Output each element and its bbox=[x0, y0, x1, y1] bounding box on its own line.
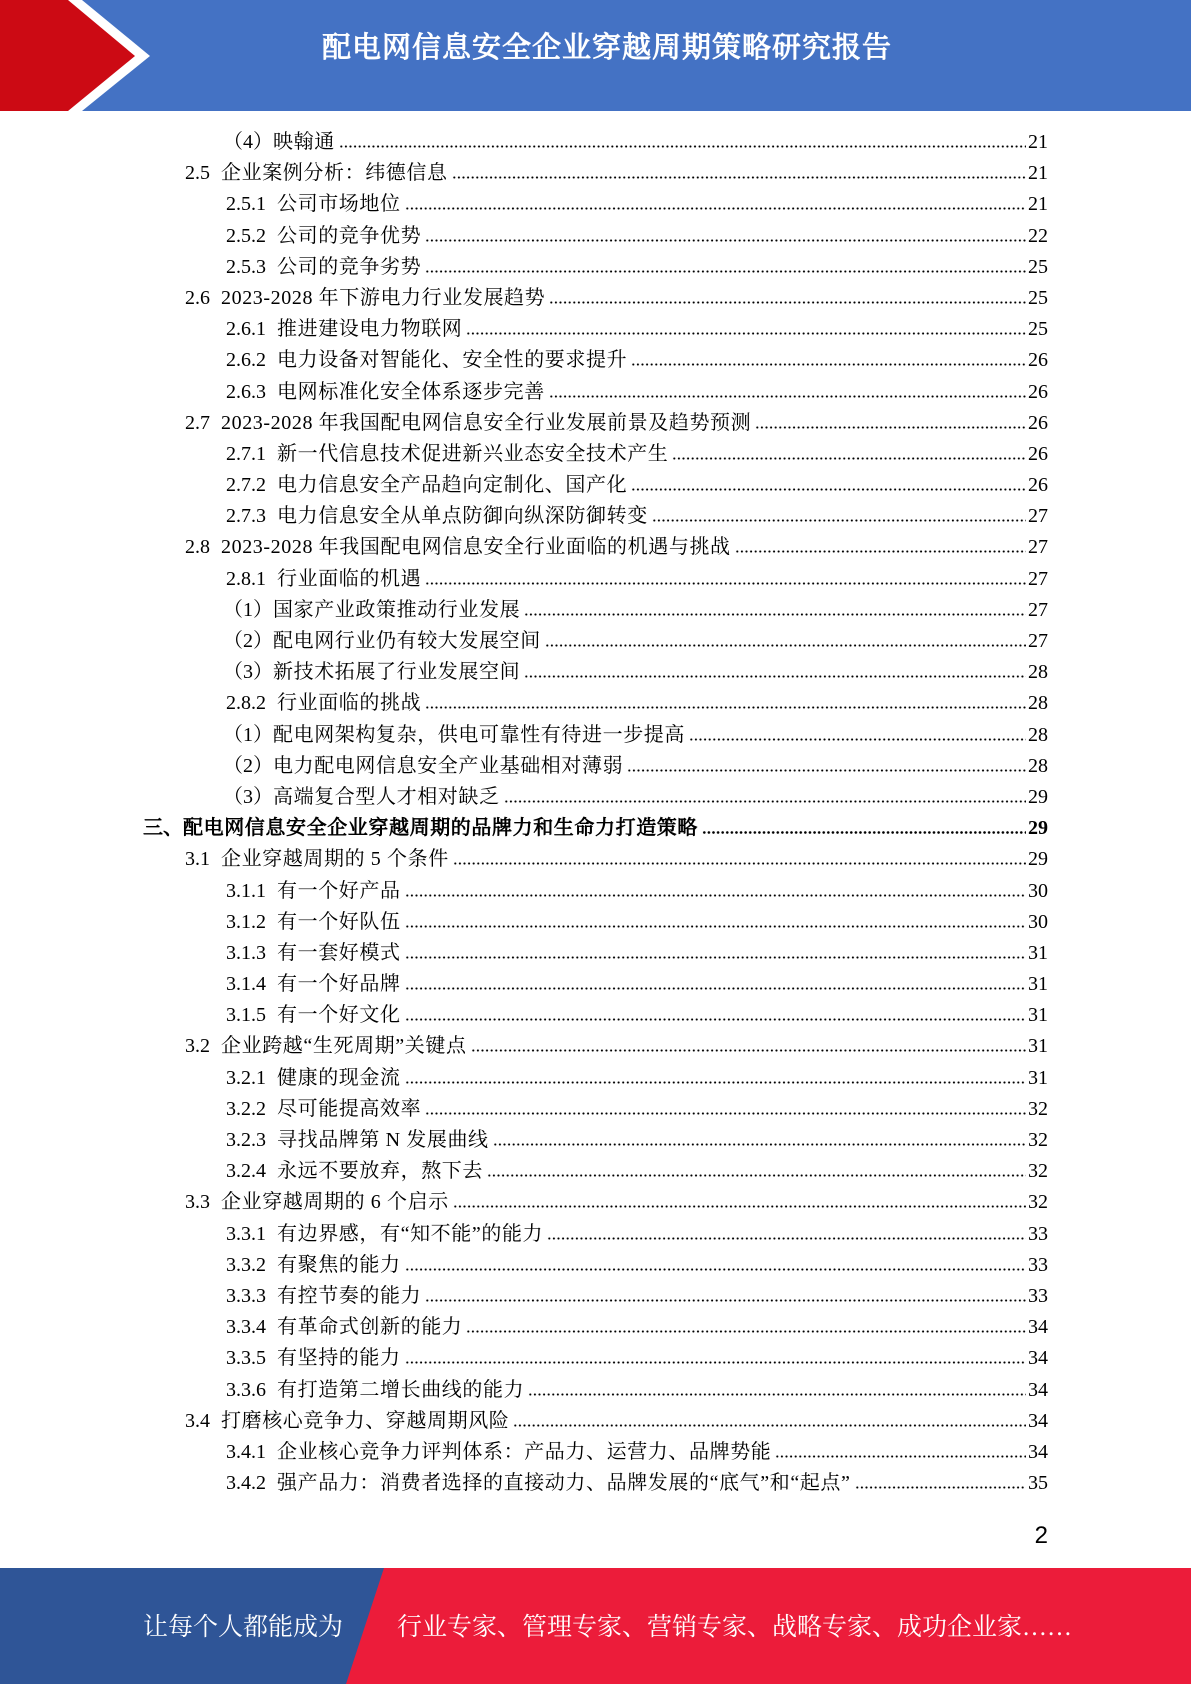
toc-entry-page: 27 bbox=[1028, 567, 1048, 590]
toc-entry-title: 推进建设电力物联网 bbox=[277, 318, 463, 341]
toc-entry-number: 3.1.2 bbox=[226, 910, 266, 933]
toc-entry[interactable] bbox=[143, 1125, 1048, 1156]
toc-entry-number: 3.1 bbox=[185, 848, 210, 871]
dot-leader bbox=[689, 738, 1026, 741]
toc-entry-number: 3.4 bbox=[185, 1409, 210, 1432]
dot-leader bbox=[405, 956, 1026, 959]
toc-entry-page: 27 bbox=[1028, 505, 1048, 528]
toc-entry[interactable] bbox=[143, 688, 1048, 719]
toc-entry[interactable] bbox=[143, 626, 1048, 657]
toc-entry-page: 32 bbox=[1028, 1129, 1048, 1151]
toc-entry-title: 公司的竞争优势 bbox=[277, 224, 422, 247]
toc-entry-title: 电力信息安全产品趋向定制化、国产化 bbox=[277, 474, 628, 497]
toc-entry-title: 行业面临的机遇 bbox=[277, 567, 422, 590]
toc-entry[interactable] bbox=[143, 1375, 1048, 1406]
toc-entry-page: 30 bbox=[1028, 879, 1048, 902]
toc-entry-title: 有坚持的能力 bbox=[277, 1347, 401, 1370]
toc-entry-number: 3.3 bbox=[185, 1191, 210, 1214]
toc-entry-title: 有一套好模式 bbox=[277, 941, 401, 964]
toc-entry[interactable] bbox=[143, 1094, 1048, 1125]
toc-entry-title: 有控节奏的能力 bbox=[277, 1284, 422, 1307]
toc-entry-number: （1） bbox=[223, 723, 273, 746]
toc-entry[interactable] bbox=[143, 532, 1048, 563]
toc-entry-title: 有边界感，有“知不能”的能力 bbox=[277, 1222, 544, 1245]
toc-entry[interactable] bbox=[143, 501, 1048, 532]
toc-entry[interactable] bbox=[143, 1000, 1048, 1031]
toc-entry-page: 32 bbox=[1028, 1160, 1048, 1183]
toc-entry-title: 配电网架构复杂，供电可靠性有待进一步提高 bbox=[273, 723, 685, 746]
toc-entry[interactable] bbox=[143, 221, 1048, 252]
toc-entry-page: 33 bbox=[1028, 1222, 1048, 1245]
toc-entry-number: 3.2 bbox=[185, 1035, 210, 1058]
toc-entry[interactable] bbox=[143, 314, 1048, 345]
toc-entry-page: 27 bbox=[1028, 598, 1048, 621]
toc-entry[interactable] bbox=[143, 1406, 1048, 1437]
toc-entry-number: 3.4.2 bbox=[226, 1472, 266, 1495]
toc-entry-page: 34 bbox=[1028, 1378, 1048, 1401]
dot-leader bbox=[405, 207, 1026, 210]
toc-entry-title: 尽可能提高效率 bbox=[277, 1097, 422, 1120]
toc-entry-page: 34 bbox=[1028, 1440, 1048, 1463]
toc-entry-number: （2） bbox=[223, 754, 273, 777]
footer-banner bbox=[0, 1568, 1191, 1684]
toc-entry[interactable] bbox=[143, 1312, 1048, 1343]
toc-entry[interactable] bbox=[143, 1281, 1048, 1312]
toc-entry-number: 3.2.2 bbox=[226, 1097, 266, 1120]
toc-entry-title: 2023-2028 年我国配电网信息安全行业发展前景及趋势预测 bbox=[221, 411, 752, 434]
toc-entry-number: 3.1.5 bbox=[226, 1004, 266, 1027]
dot-leader bbox=[405, 894, 1026, 897]
document-title: 配电网信息安全企业穿越周期策略研究报告 bbox=[322, 32, 893, 64]
toc-entry-page: 32 bbox=[1028, 1097, 1048, 1120]
toc-entry-page: 26 bbox=[1028, 442, 1048, 465]
toc-entry-number: 2.7 bbox=[185, 411, 210, 434]
dot-leader bbox=[631, 363, 1026, 366]
toc-entry-number: 3.3.6 bbox=[226, 1378, 266, 1401]
toc-entry[interactable] bbox=[143, 720, 1048, 751]
toc-entry[interactable] bbox=[143, 751, 1048, 782]
dot-leader bbox=[452, 176, 1026, 179]
dot-leader bbox=[425, 270, 1026, 273]
toc-entry-number: （3） bbox=[223, 661, 273, 684]
dot-leader bbox=[528, 1393, 1026, 1396]
toc-entry-title: 有一个好品牌 bbox=[277, 973, 401, 996]
toc-entry-page: 21 bbox=[1028, 193, 1048, 216]
toc-entry[interactable] bbox=[143, 1437, 1048, 1468]
toc-entry-title: 配电网信息安全企业穿越周期的品牌力和生命力打造策略 bbox=[183, 817, 698, 840]
toc-entry-title: 2023-2028 年下游电力行业发展趋势 bbox=[221, 286, 546, 309]
toc-entry-number: 2.5.1 bbox=[226, 193, 266, 216]
dot-leader bbox=[631, 488, 1026, 491]
toc-entry[interactable] bbox=[143, 1343, 1048, 1374]
toc-entry-title: 健康的现金流 bbox=[277, 1066, 401, 1089]
toc-entry[interactable] bbox=[143, 938, 1048, 969]
toc-entry-title: 寻找品牌第 N 发展曲线 bbox=[277, 1129, 489, 1151]
dot-leader bbox=[425, 1112, 1026, 1115]
toc-entry-page: 25 bbox=[1028, 286, 1048, 309]
toc-entry-page: 35 bbox=[1028, 1472, 1048, 1495]
toc-entry[interactable] bbox=[143, 408, 1048, 439]
footer-slogan-right: 行业专家、管理专家、营销专家、战略专家、成功企业家…… bbox=[397, 1614, 1073, 1641]
toc-entry-page: 28 bbox=[1028, 692, 1048, 715]
toc-entry[interactable] bbox=[143, 969, 1048, 1000]
toc-entry-page: 28 bbox=[1028, 723, 1048, 746]
toc-entry-page: 31 bbox=[1028, 1004, 1048, 1027]
toc-entry-title: 企业穿越周期的 6 个启示 bbox=[221, 1191, 449, 1214]
toc-entry-title: 打磨核心竞争力、穿越周期风险 bbox=[221, 1409, 510, 1432]
toc-entry-page: 21 bbox=[1028, 131, 1048, 153]
toc-entry-title: 公司的竞争劣势 bbox=[277, 255, 422, 278]
toc-entry-title: 公司市场地位 bbox=[277, 193, 401, 216]
toc-entry-page: 34 bbox=[1028, 1316, 1048, 1339]
footer-slogan-left: 让每个人都能成为 bbox=[143, 1614, 344, 1641]
dot-leader bbox=[652, 519, 1026, 522]
header-banner bbox=[0, 0, 1191, 111]
toc-entry-number: 2.7.3 bbox=[226, 505, 266, 528]
toc-entry[interactable] bbox=[143, 876, 1048, 907]
toc-entry-title: 新技术拓展了行业发展空间 bbox=[273, 661, 521, 684]
dot-leader bbox=[425, 239, 1026, 242]
dot-leader bbox=[504, 800, 1026, 803]
toc-entry-title: 有一个好产品 bbox=[277, 879, 401, 902]
toc-entry-title: 企业核心竞争力评判体系：产品力、运营力、品牌势能 bbox=[277, 1440, 772, 1463]
dot-leader bbox=[487, 1174, 1026, 1177]
toc-entry-title: 映翰通 bbox=[273, 131, 335, 153]
toc-entry-page: 33 bbox=[1028, 1284, 1048, 1307]
toc-entry-title: 企业穿越周期的 5 个条件 bbox=[221, 848, 449, 871]
toc-entry-number: 2.7.2 bbox=[226, 474, 266, 497]
toc-entry-number: （2） bbox=[223, 630, 273, 652]
toc-entry[interactable] bbox=[143, 252, 1048, 283]
toc-entry[interactable] bbox=[143, 1187, 1048, 1218]
dot-leader bbox=[405, 1018, 1026, 1021]
toc-entry-page: 29 bbox=[1028, 817, 1048, 840]
toc-entry[interactable] bbox=[143, 470, 1048, 501]
dot-leader bbox=[405, 987, 1026, 990]
dot-leader bbox=[549, 395, 1026, 398]
toc-entry-number: 2.6.2 bbox=[226, 349, 266, 372]
toc-entry[interactable] bbox=[143, 345, 1048, 376]
toc-entry-number: 3.2.1 bbox=[226, 1066, 266, 1089]
toc-entry-number: 2.6.3 bbox=[226, 380, 266, 403]
toc-entry-number: 2.7.1 bbox=[226, 442, 266, 465]
toc-entry-number: 三、 bbox=[143, 817, 183, 840]
dot-leader bbox=[425, 1299, 1026, 1302]
toc-entry-page: 29 bbox=[1028, 785, 1048, 808]
toc-entry-page: 26 bbox=[1028, 411, 1048, 434]
toc-entry-title: 新一代信息技术促进新兴业态安全技术产生 bbox=[277, 442, 669, 465]
toc-entry-title: 电力配电网信息安全产业基础相对薄弱 bbox=[273, 754, 624, 777]
toc-entry[interactable] bbox=[143, 813, 1048, 844]
toc-entry-page: 27 bbox=[1028, 630, 1048, 652]
toc-entry[interactable] bbox=[143, 1031, 1048, 1062]
toc-entry[interactable] bbox=[143, 782, 1048, 813]
toc-entry-page: 27 bbox=[1028, 536, 1048, 559]
toc-entry[interactable] bbox=[143, 1219, 1048, 1250]
toc-entry-number: 3.3.5 bbox=[226, 1347, 266, 1370]
toc-entry-title: 企业案例分析：纬德信息 bbox=[221, 162, 448, 185]
dot-leader bbox=[755, 426, 1026, 429]
toc-entry[interactable] bbox=[143, 127, 1048, 158]
toc-entry-title: 配电网行业仍有较大发展空间 bbox=[273, 630, 541, 652]
toc-entry-number: （4） bbox=[223, 131, 273, 153]
toc-entry-number: 2.6.1 bbox=[226, 318, 266, 341]
toc-entry[interactable] bbox=[143, 189, 1048, 220]
toc-entry-number: 3.1.3 bbox=[226, 941, 266, 964]
dot-leader bbox=[405, 1361, 1026, 1364]
toc-entry-number: 3.1.4 bbox=[226, 973, 266, 996]
toc-entry-title: 电网标准化安全体系逐步完善 bbox=[277, 380, 545, 403]
toc-entry[interactable] bbox=[143, 1250, 1048, 1281]
dot-leader bbox=[466, 1330, 1026, 1333]
toc-entry-title: 有打造第二增长曲线的能力 bbox=[277, 1378, 525, 1401]
toc-entry-number: （1） bbox=[223, 598, 273, 621]
dot-leader bbox=[493, 1143, 1026, 1146]
dot-leader bbox=[339, 145, 1026, 148]
toc-entry[interactable] bbox=[143, 439, 1048, 470]
toc-entry-page: 31 bbox=[1028, 1066, 1048, 1089]
toc-entry-number: 2.5.2 bbox=[226, 224, 266, 247]
dot-leader bbox=[453, 1205, 1026, 1208]
toc-entry-page: 28 bbox=[1028, 661, 1048, 684]
toc-entry[interactable] bbox=[143, 1156, 1048, 1187]
toc-entry-title: 电力信息安全从单点防御向纵深防御转变 bbox=[277, 505, 648, 528]
dot-leader bbox=[425, 582, 1026, 585]
toc-entry[interactable] bbox=[143, 564, 1048, 595]
toc-entry-number: 2.5 bbox=[185, 162, 210, 185]
toc-entry-page: 31 bbox=[1028, 1035, 1048, 1058]
dot-leader bbox=[672, 457, 1026, 460]
toc-entry-page: 33 bbox=[1028, 1253, 1048, 1276]
toc-entry-number: 2.8 bbox=[185, 536, 210, 559]
toc-entry[interactable] bbox=[143, 1063, 1048, 1094]
header-chevron-shape bbox=[0, 0, 160, 111]
toc-entry-page: 28 bbox=[1028, 754, 1048, 777]
toc-entry-title: 国家产业政策推动行业发展 bbox=[273, 598, 521, 621]
toc-entry-page: 31 bbox=[1028, 941, 1048, 964]
toc-entry[interactable] bbox=[143, 1468, 1048, 1499]
toc-entry-number: 2.8.1 bbox=[226, 567, 266, 590]
toc-entry-number: 2.6 bbox=[185, 286, 210, 309]
toc-entry-title: 高端复合型人才相对缺乏 bbox=[273, 785, 500, 808]
dot-leader bbox=[549, 301, 1026, 304]
toc-entry-page: 26 bbox=[1028, 380, 1048, 403]
dot-leader bbox=[405, 1268, 1026, 1271]
toc-entry-number: 3.3.4 bbox=[226, 1316, 266, 1339]
dot-leader bbox=[405, 925, 1026, 928]
toc-entry-number: （3） bbox=[223, 785, 273, 808]
toc-entry-number: 3.4.1 bbox=[226, 1440, 266, 1463]
toc-entry-number: 3.3.2 bbox=[226, 1253, 266, 1276]
toc-entry-title: 电力设备对智能化、安全性的要求提升 bbox=[277, 349, 628, 372]
toc-entry-page: 25 bbox=[1028, 255, 1048, 278]
toc-entry-title: 有一个好队伍 bbox=[277, 910, 401, 933]
toc-entry-number: 3.1.1 bbox=[226, 879, 266, 902]
toc-entry-page: 34 bbox=[1028, 1409, 1048, 1432]
dot-leader bbox=[524, 675, 1026, 678]
toc-entry-title: 2023-2028 年我国配电网信息安全行业面临的机遇与挑战 bbox=[221, 536, 731, 559]
toc-entry-page: 22 bbox=[1028, 224, 1048, 247]
toc-entry-number: 3.3.3 bbox=[226, 1284, 266, 1307]
toc-entry-title: 永远不要放弃，熬下去 bbox=[277, 1160, 483, 1183]
toc-entry[interactable] bbox=[143, 377, 1048, 408]
toc-entry-title: 有一个好文化 bbox=[277, 1004, 401, 1027]
toc-list bbox=[143, 127, 1048, 1499]
toc-entry-title: 企业跨越“生死周期”关键点 bbox=[221, 1035, 467, 1058]
dot-leader bbox=[471, 1049, 1026, 1052]
toc-entry-title: 有革命式创新的能力 bbox=[277, 1316, 463, 1339]
toc-entry-title: 行业面临的挑战 bbox=[277, 692, 422, 715]
dot-leader bbox=[775, 1455, 1026, 1458]
toc-entry-title: 有聚焦的能力 bbox=[277, 1253, 401, 1276]
toc-entry[interactable] bbox=[143, 158, 1048, 189]
toc-entry-page: 25 bbox=[1028, 318, 1048, 341]
dot-leader bbox=[524, 613, 1026, 616]
toc-entry-page: 32 bbox=[1028, 1191, 1048, 1214]
toc-entry-title: 强产品力：消费者选择的直接动力、品牌发展的“底气”和“起点” bbox=[277, 1472, 851, 1495]
toc-entry[interactable] bbox=[143, 595, 1048, 626]
page-number: 2 bbox=[1034, 1522, 1048, 1549]
toc-entry[interactable] bbox=[143, 657, 1048, 688]
toc-entry-page: 26 bbox=[1028, 349, 1048, 372]
toc-entry-number: 2.8.2 bbox=[226, 692, 266, 715]
toc-entry-page: 31 bbox=[1028, 973, 1048, 996]
toc-entry[interactable] bbox=[143, 283, 1048, 314]
toc-entry[interactable] bbox=[143, 844, 1048, 875]
dot-leader bbox=[545, 644, 1026, 647]
dot-leader bbox=[466, 332, 1026, 335]
toc-entry-number: 3.2.3 bbox=[226, 1129, 266, 1151]
dot-leader bbox=[425, 706, 1026, 709]
toc-entry-page: 34 bbox=[1028, 1347, 1048, 1370]
toc-entry-number: 2.5.3 bbox=[226, 255, 266, 278]
dot-leader bbox=[627, 769, 1026, 772]
toc-entry-number: 3.3.1 bbox=[226, 1222, 266, 1245]
dot-leader bbox=[702, 831, 1026, 834]
dot-leader bbox=[547, 1237, 1026, 1240]
toc-entry-page: 21 bbox=[1028, 162, 1048, 185]
toc-entry[interactable] bbox=[143, 907, 1048, 938]
dot-leader bbox=[735, 550, 1026, 553]
dot-leader bbox=[513, 1424, 1026, 1427]
dot-leader bbox=[453, 862, 1026, 865]
toc-entry-page: 30 bbox=[1028, 910, 1048, 933]
toc-entry-page: 26 bbox=[1028, 474, 1048, 497]
dot-leader bbox=[855, 1486, 1026, 1489]
toc-entry-page: 29 bbox=[1028, 848, 1048, 871]
toc-entry-number: 3.2.4 bbox=[226, 1160, 266, 1183]
dot-leader bbox=[405, 1081, 1026, 1084]
